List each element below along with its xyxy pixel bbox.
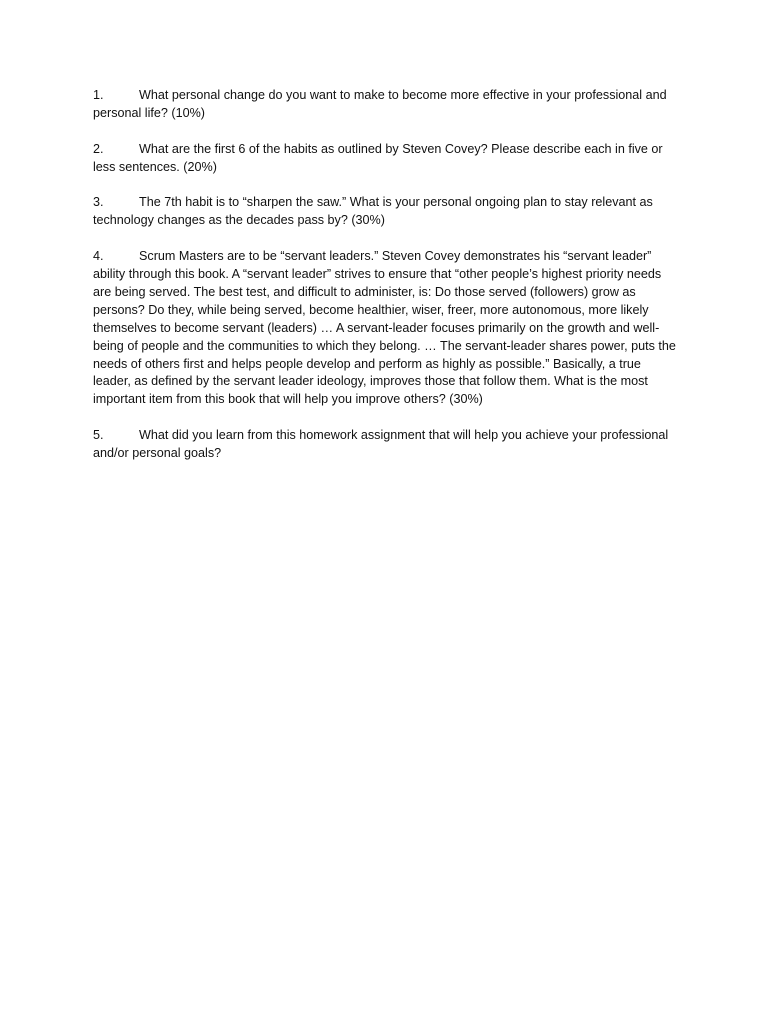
question-number: 2. — [93, 141, 104, 156]
question-2 — [93, 141, 680, 177]
question-number: 4. — [93, 249, 104, 264]
question-5 — [93, 427, 680, 463]
question-text: The 7th habit is to “sharpen the saw.” What is your personal ongoing plan to stay relevant as technology changes as the decades pass by? (30%) — [93, 195, 653, 228]
question-4 — [93, 248, 680, 409]
question-number: 3. — [93, 195, 104, 210]
question-text: Scrum Masters are to be “servant leaders.” Steven Covey demonstrates his “servant leader” ability through this book. A “servant leader” strives to ensure that “other people’s highest priority needs are being served. The best test, and difficult to administer, is: Do those served (followers) grow as persons? Do they, while being served, become healthier, wiser, freer, more autonomous, more likely themselves to become servant (leaders) … A servant-leader focuses primarily on the growth and well-being of people and the communities to which they belong. … The servant-leader shares power, puts the needs of others first and helps people develop and perform as highly as possible.” Basically, a true leader, as defined by the servant leader ideology, improves those that follow them. What is the most important item from this book that will help you improve others? (30%) — [93, 249, 676, 407]
question-3 — [93, 194, 680, 230]
question-text: What are the first 6 of the habits as outlined by Steven Covey? Please describe each in five or less sentences. (20%) — [93, 141, 663, 174]
question-text: What did you learn from this homework assignment that will help you achieve your professional and/or personal goals? — [93, 428, 669, 461]
question-1 — [93, 87, 680, 123]
question-number: 1. — [93, 88, 104, 102]
question-number: 5. — [93, 428, 104, 443]
question-text: What personal change do you want to make to become more effective in your professional and personal life? (10%) — [93, 88, 667, 120]
